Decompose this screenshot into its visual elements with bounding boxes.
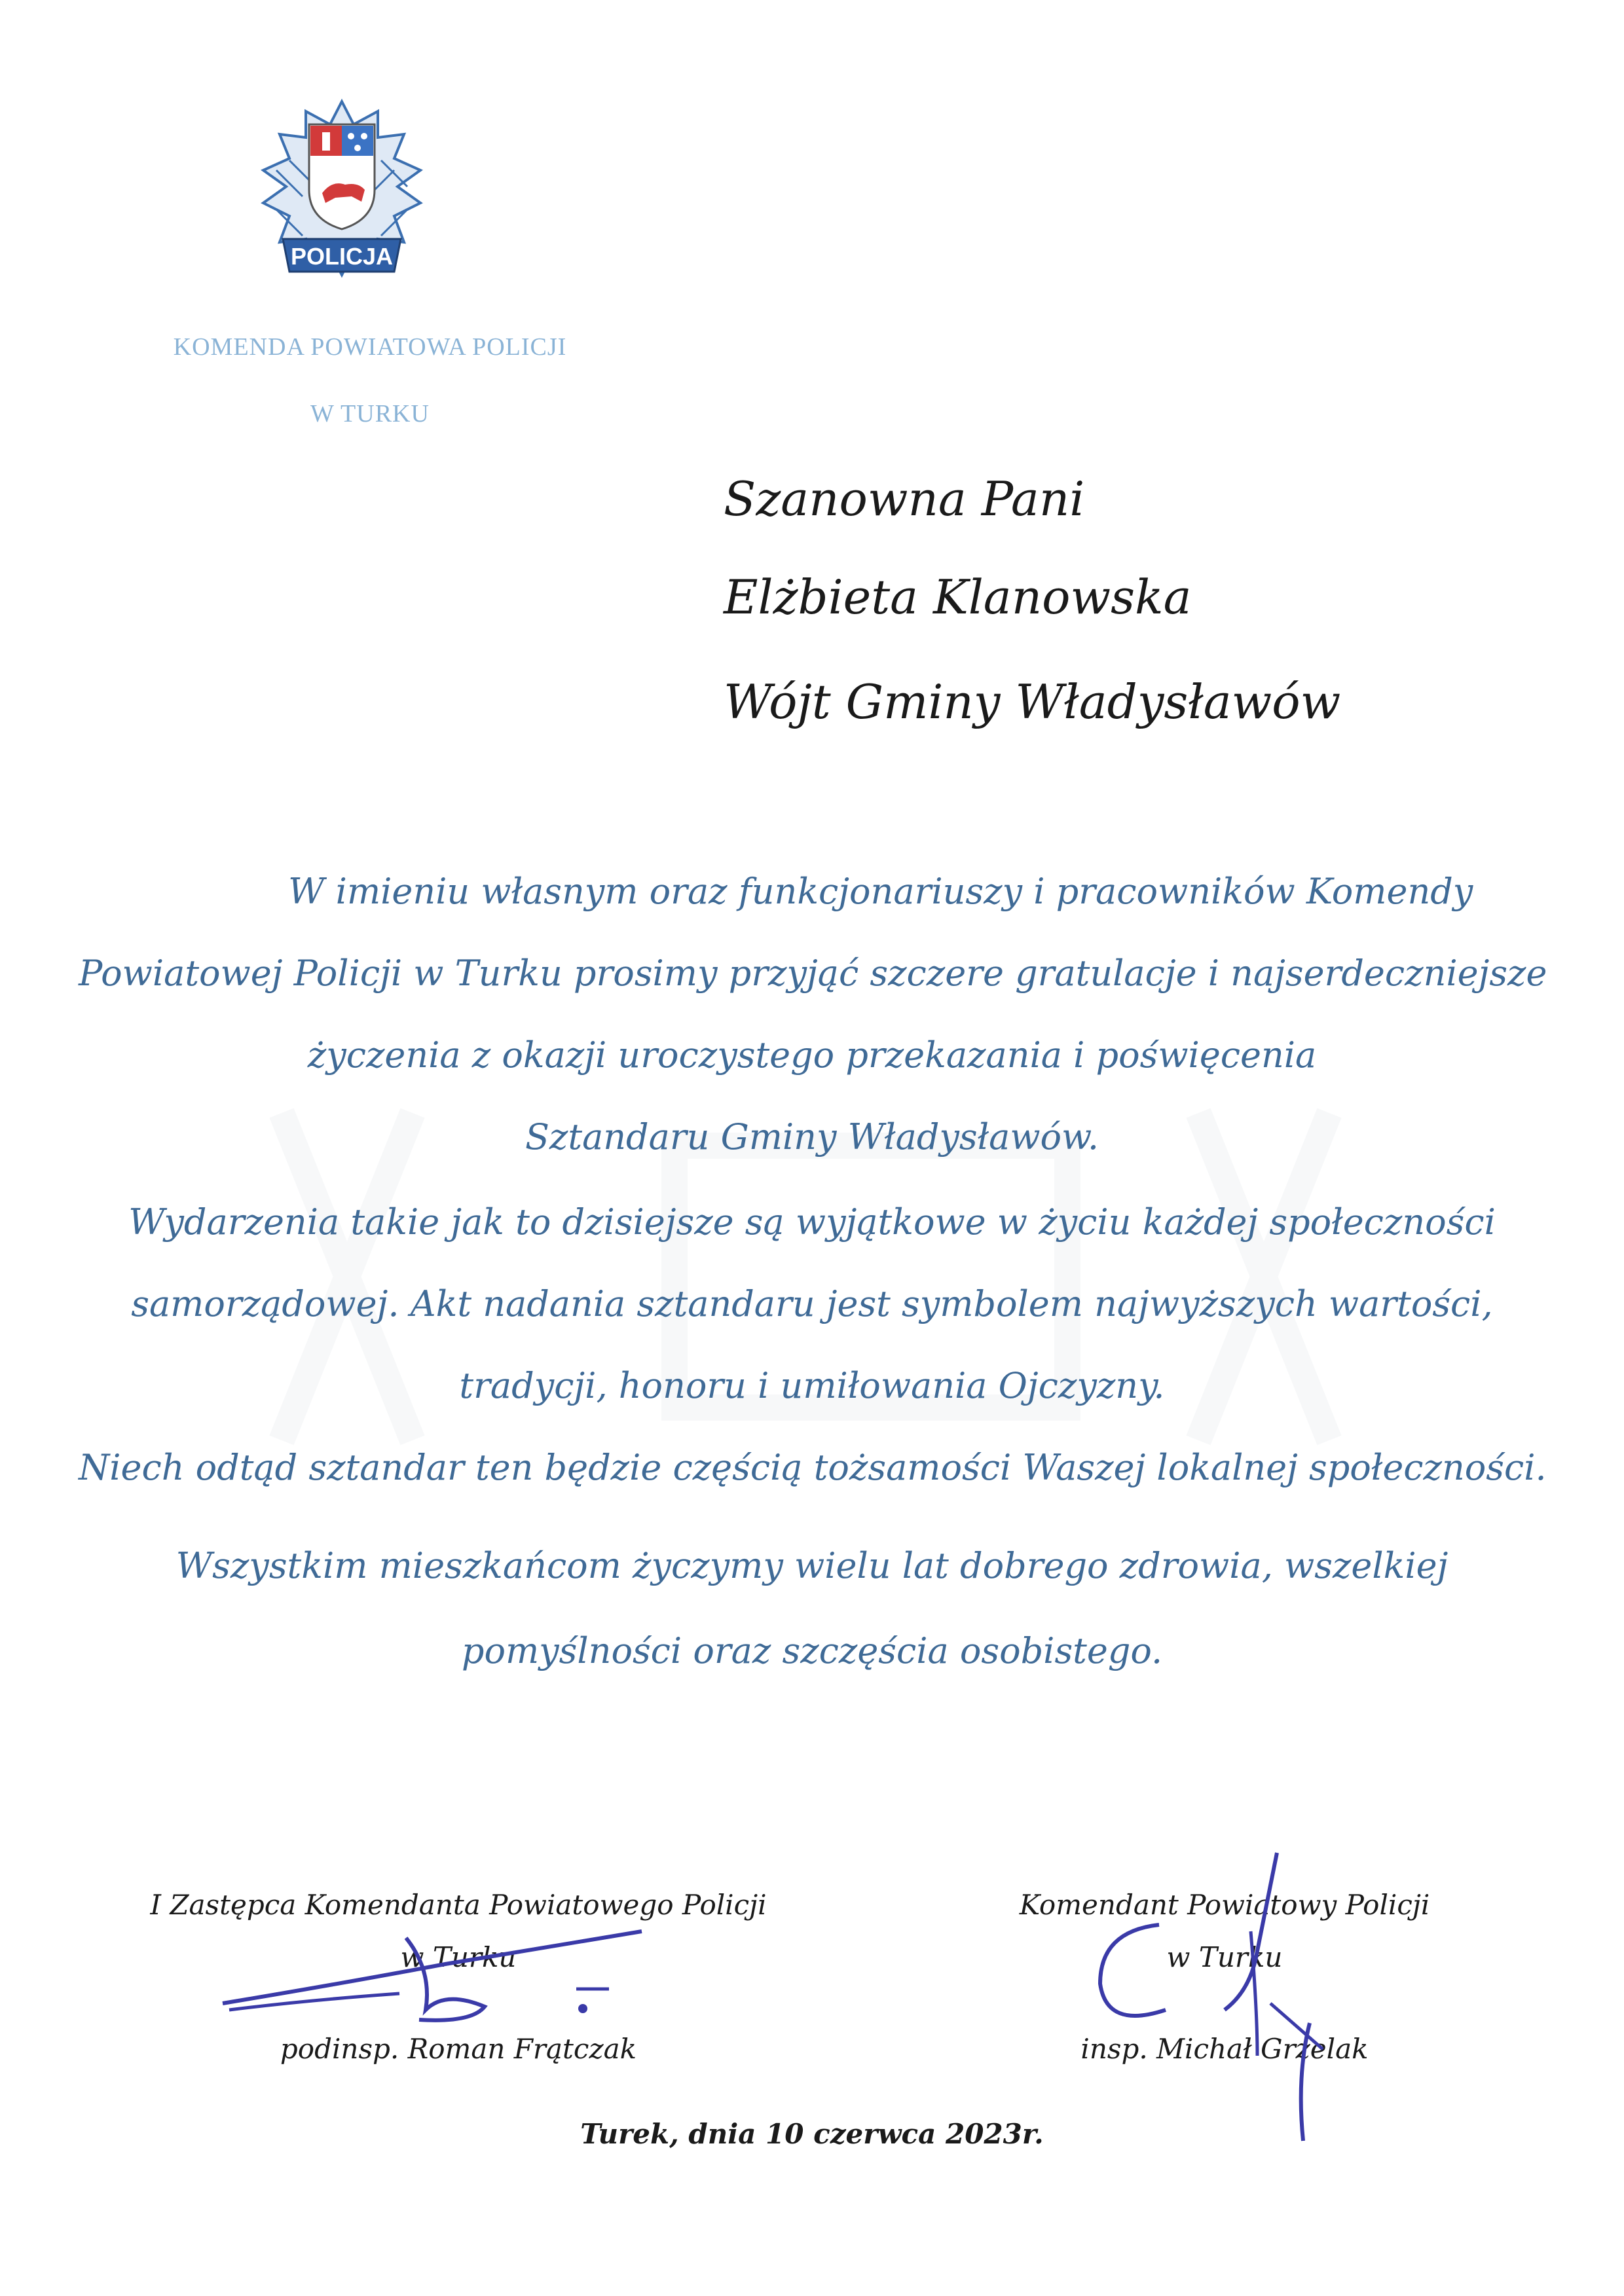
police-star-logo-icon bbox=[237, 98, 447, 314]
body-line-6: samorządowej. Akt nadania sztandaru jest symbolem najwyższych wartości, bbox=[131, 1283, 1493, 1324]
body-line-4: Sztandaru Gminy Władysławów. bbox=[525, 1116, 1099, 1157]
document-date: Turek, dnia 10 czerwca 2023r. bbox=[580, 2118, 1044, 2150]
body-line-8: Niech odtąd sztandar ten będzie częścią tożsamości Waszej lokalnej społeczności. bbox=[79, 1447, 1547, 1488]
logo-text: POLICJA bbox=[290, 243, 394, 270]
body-line-1: W imieniu własnym oraz funkcjonariuszy i pracowników Komendy bbox=[288, 871, 1473, 912]
handwritten-signature-right-icon bbox=[1061, 1840, 1362, 2154]
signature-left-name: podinsp. Roman Frątczak bbox=[280, 2033, 637, 2065]
handwritten-signature-left-icon bbox=[210, 1912, 681, 2043]
signature-right-name: insp. Michał Grzelak bbox=[1080, 2033, 1369, 2065]
body-line-3: życzenia z okazji uroczystego przekazania i poświęcenia bbox=[307, 1034, 1317, 1076]
body-line-10: pomyślności oraz szczęścia osobistego. bbox=[461, 1630, 1163, 1671]
body-line-5: Wydarzenia takie jak to dzisiejsze są wyjątkowe w życiu każdej społeczności bbox=[128, 1201, 1496, 1243]
body-line-9: Wszystkim mieszkańcom życzymy wielu lat dobrego zdrowia, wszelkiej bbox=[175, 1545, 1449, 1586]
signature-left-place: w Turku bbox=[400, 1941, 517, 1973]
addressee-name: Elżbieta Klanowska bbox=[724, 570, 1192, 625]
addressee-salutation: Szanowna Pani bbox=[724, 471, 1085, 526]
signature-right-title: Komendant Powiatowy Policji bbox=[1019, 1889, 1430, 1921]
body-line-2: Powiatowej Policji w Turku prosimy przyjąć szczere gratulacje i najserdeczniejsze bbox=[79, 953, 1547, 994]
org-name-line2: W TURKU bbox=[310, 400, 430, 428]
signature-left-title: I Zastępca Komendanta Powiatowego Policji bbox=[150, 1889, 767, 1921]
org-name-line1: KOMENDA POWIATOWA POLICJI bbox=[173, 333, 567, 361]
addressee-title: Wójt Gminy Władysławów bbox=[724, 674, 1341, 729]
signature-right-place: w Turku bbox=[1166, 1941, 1283, 1973]
body-line-7: tradycji, honoru i umiłowania Ojczyzny. bbox=[459, 1365, 1165, 1406]
